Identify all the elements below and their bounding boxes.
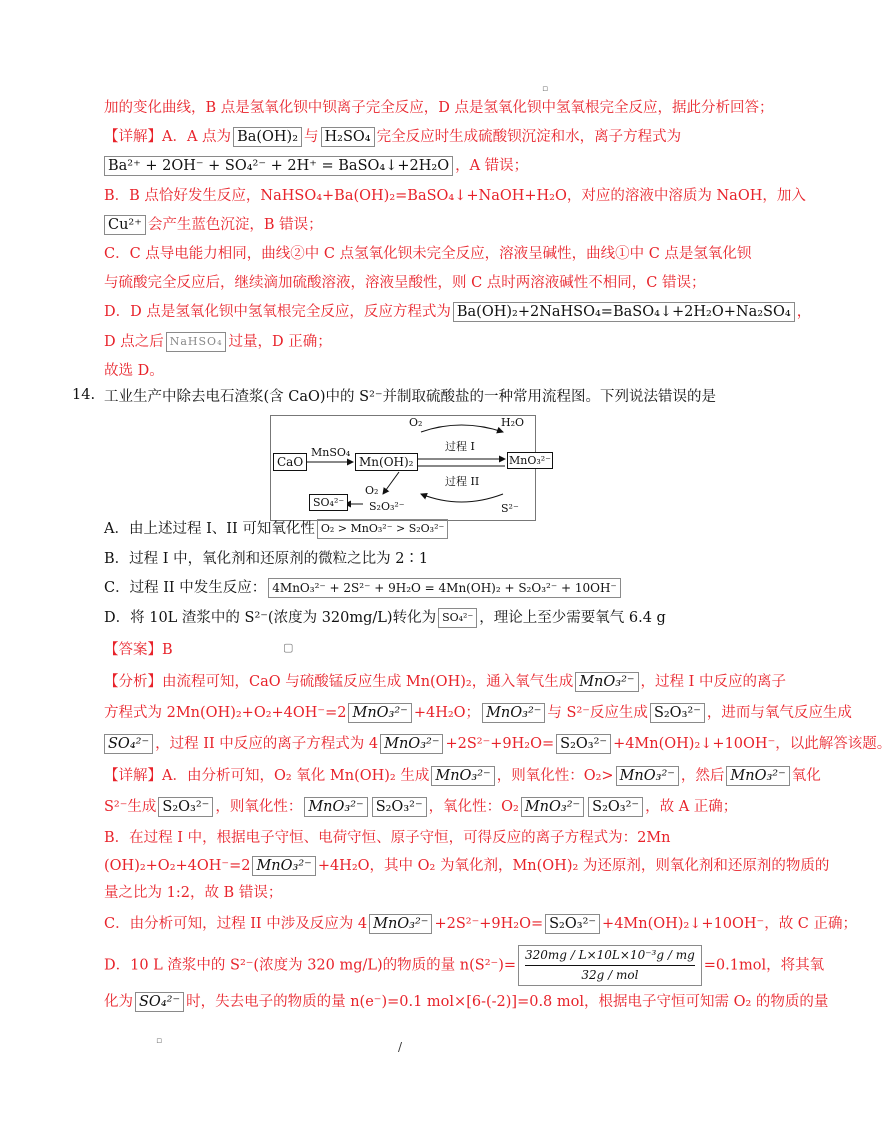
answer: 【答案】B — [104, 642, 173, 658]
formula-box: S₂O₃²⁻ — [372, 797, 427, 817]
option-c: C．过程 II 中发生反应： 4MnO₃²⁻ + 2S²⁻ + 9H₂O = 4Mn(OH)₂ + S₂O₃²⁻ + 10OH⁻ — [104, 578, 623, 598]
page-number: / — [398, 1040, 403, 1054]
option-a: A．由上述过程 I、II 可知氧化性 O₂ > MnO₃²⁻ > S₂O₃²⁻ — [104, 519, 450, 539]
detail-line: C．由分析可知，过程 II 中涉及反应为 4 MnO₃²⁻ +2S²⁻+9H₂O= S₂O₃²⁻ +4Mn(OH)₂↓+10OH⁻，故 C 正确； — [104, 916, 858, 932]
flow-label-o2-bottom: O₂ — [365, 484, 379, 497]
equation-box: 4MnO₃²⁻ + 2S²⁻ + 9H₂O = 4Mn(OH)₂ + S₂O₃²⁻ + 10OH⁻ — [268, 578, 620, 598]
formula-box: MnO₃²⁻ — [726, 766, 789, 786]
detail-line: (OH)₂+O₂+4OH⁻=2 MnO₃²⁻ +4H₂O，其中 O₂ 为氧化剂，Mn(OH)₂ 为还原剂，则氧化剂和还原剂的物质的 — [104, 858, 830, 874]
formula-box: NaHSO₄ — [166, 332, 227, 352]
flow-label-h2o: H₂O — [501, 416, 525, 429]
flow-node-cao: CaO — [273, 453, 307, 471]
text-line: C．C 点导电能力相同，曲线②中 C 点氢氧化钡未完全反应，溶液呈碱性，曲线①中 C 点是氢氧化钡 — [104, 246, 752, 262]
text-line: 【详解】A．A 点为 Ba(OH)₂ 与 H₂SO₄ 完全反应时生成硫酸钡沉淀和水，离子方程式为 — [104, 129, 682, 145]
flow-label-s2o3: S₂O₃²⁻ — [369, 500, 405, 513]
formula-box: MnO₃²⁻ — [575, 672, 638, 692]
detail-line: D．10 L 渣浆中的 S²⁻(浓度为 320 mg/L)的物质的量 n(S²⁻)= $\frac{\text{320mg / L×10L×10⁻³g / mg}}{\text{32g / mol}}$ =0.1mol，将其氧 — [104, 945, 824, 989]
formula-box: S₂O₃²⁻ — [650, 703, 705, 723]
formula-box: SO₄²⁻ — [104, 734, 153, 754]
fraction-box — [518, 945, 702, 986]
equation-box: Ba²⁺ + 2OH⁻ + SO₄²⁻ + 2H⁺ = BaSO₄↓+2H₂O — [104, 156, 453, 176]
corner-mark: ▫ — [156, 1036, 163, 1046]
formula-box: MnO₃²⁻ — [482, 703, 545, 723]
formula-box: MnO₃²⁻ — [616, 766, 679, 786]
flow-label-o2: O₂ — [409, 416, 423, 429]
formula-box: O₂ > MnO₃²⁻ > S₂O₃²⁻ — [317, 519, 448, 539]
formula-box: S₂O₃²⁻ — [588, 797, 643, 817]
question-stem: 工业生产中除去电石渣浆(含 CaO)中的 S²⁻并制取硫酸盐的一种常用流程图。下列说法错误的是 — [104, 389, 717, 405]
text-line: 与硫酸完全反应后，继续滴加硫酸溶液，溶液呈酸性，则 C 点时两溶液碱性不相同，C 错误； — [104, 275, 706, 291]
detail-line: 【详解】A．由分析可知，O₂ 氧化 Mn(OH)₂ 生成 MnO₃²⁻ ，则氧化性：O₂> MnO₃²⁻ ，然后 MnO₃²⁻ 氧化 — [104, 768, 821, 784]
flow-node-so4: SO₄²⁻ — [309, 494, 348, 511]
formula-box: SO₄²⁻ — [135, 992, 184, 1012]
analysis-line: 【分析】由流程可知，CaO 与硫酸锰反应生成 Mn(OH)₂，通入氧气生成 MnO₃²⁻ ，过程 I 中反应的离子 — [104, 674, 786, 690]
formula-box: MnO₃²⁻ — [369, 914, 432, 934]
text-line: Ba²⁺ + 2OH⁻ + SO₄²⁻ + 2H⁺ = BaSO₄↓+2H₂O ，A 错误； — [104, 156, 528, 176]
option-d: D．将 10L 渣浆中的 S²⁻(浓度为 320mg/L)转化为 SO₄²⁻ ，理论上至少需要氧气 6.4 g — [104, 610, 666, 626]
option-b: B．过程 I 中，氧化剂和还原剂的微粒之比为 2∶1 — [104, 551, 429, 567]
flow-label-mnso4: MnSO₄ — [311, 446, 351, 459]
text-line: Cu²⁺ 会产生蓝色沉淀，B 错误； — [104, 215, 323, 235]
flow-label-process-1: 过程 I — [445, 440, 475, 453]
fraction-numerator: 320mg / L×10L×10⁻³g / mg — [525, 948, 695, 962]
formula-box: MnO₃²⁻ — [304, 797, 367, 817]
detail-line: 量之比为 1:2，故 B 错误； — [104, 885, 283, 901]
formula-box: S₂O₃²⁻ — [158, 797, 213, 817]
formula-box: MnO₃²⁻ — [521, 797, 584, 817]
analysis-line: 方程式为 2Mn(OH)₂+O₂+4OH⁻=2 MnO₃²⁻ +4H₂O； MnO₃²⁻ 与 S²⁻反应生成 S₂O₃²⁻ ，进而与氧气反应生成 — [104, 705, 852, 721]
flow-label-s2: S²⁻ — [501, 502, 519, 515]
formula-box: S₂O₃²⁻ — [556, 734, 611, 754]
flowchart — [270, 415, 551, 521]
text-line: D 点之后 NaHSO₄ 过量，D 正确； — [104, 334, 332, 350]
text-line: 加的变化曲线，B 点是氢氧化钡中钡离子完全反应，D 点是氢氧化钡中氢氧根完全反应，据此分析回答； — [104, 100, 774, 116]
flow-label-process-2: 过程 II — [445, 475, 480, 488]
detail-line: 化为 SO₄²⁻ 时，失去电子的物质的量 n(e⁻)=0.1 mol×[6-(-2)]=0.8 mol，根据电子守恒可知需 O₂ 的物质的量 — [104, 994, 829, 1010]
fraction-bar — [525, 965, 695, 966]
formula-box: MnO₃²⁻ — [431, 766, 494, 786]
text-line: 故选 D。 — [104, 363, 164, 379]
flow-node-mno3: MnO₃²⁻ — [509, 454, 551, 467]
question-number: 14. — [72, 387, 96, 403]
equation-box: Ba(OH)₂+2NaHSO₄=BaSO₄↓+2H₂O+Na₂SO₄ — [453, 302, 795, 322]
flow-node-mnoh2: Mn(OH)₂ — [355, 453, 418, 471]
formula-box: SO₄²⁻ — [438, 608, 477, 628]
detail-line: B．在过程 I 中，根据电子守恒、电荷守恒、原子守恒，可得反应的离子方程式为：2Mn — [104, 830, 671, 846]
formula-box: H₂SO₄ — [321, 127, 375, 147]
detail-line: S²⁻生成 S₂O₃²⁻ ，则氧化性： MnO₃²⁻ S₂O₃²⁻ ，氧化性：O₂ MnO₃²⁻ S₂O₃²⁻ ，故 A 正确； — [104, 799, 738, 815]
analysis-line: SO₄²⁻ ，过程 II 中反应的离子方程式为 4 MnO₃²⁻ +2S²⁻+9H₂O= S₂O₃²⁻ +4Mn(OH)₂↓+10OH⁻，以此解答该题。 — [104, 734, 891, 754]
text-line: D．D 点是氢氧化钡中氢氧根完全反应，反应方程式为 Ba(OH)₂+2NaHSO₄=BaSO₄↓+2H₂O+Na₂SO₄ ， — [104, 304, 812, 320]
formula-box: MnO₃²⁻ — [252, 856, 315, 876]
formula-box: MnO₃²⁻ — [380, 734, 443, 754]
fraction-denominator: 32g / mol — [581, 968, 639, 982]
formula-box: S₂O₃²⁻ — [545, 914, 600, 934]
formula-box: MnO₃²⁻ — [348, 703, 411, 723]
answer-mark: ▢ — [283, 641, 294, 654]
text-line: B．B 点恰好发生反应，NaHSO₄+Ba(OH)₂=BaSO₄↓+NaOH+H₂O，对应的溶液中溶质为 NaOH，加入 — [104, 188, 806, 204]
formula-box: Cu²⁺ — [104, 215, 146, 235]
corner-mark: ▫ — [542, 84, 549, 94]
formula-box: Ba(OH)₂ — [233, 127, 302, 147]
